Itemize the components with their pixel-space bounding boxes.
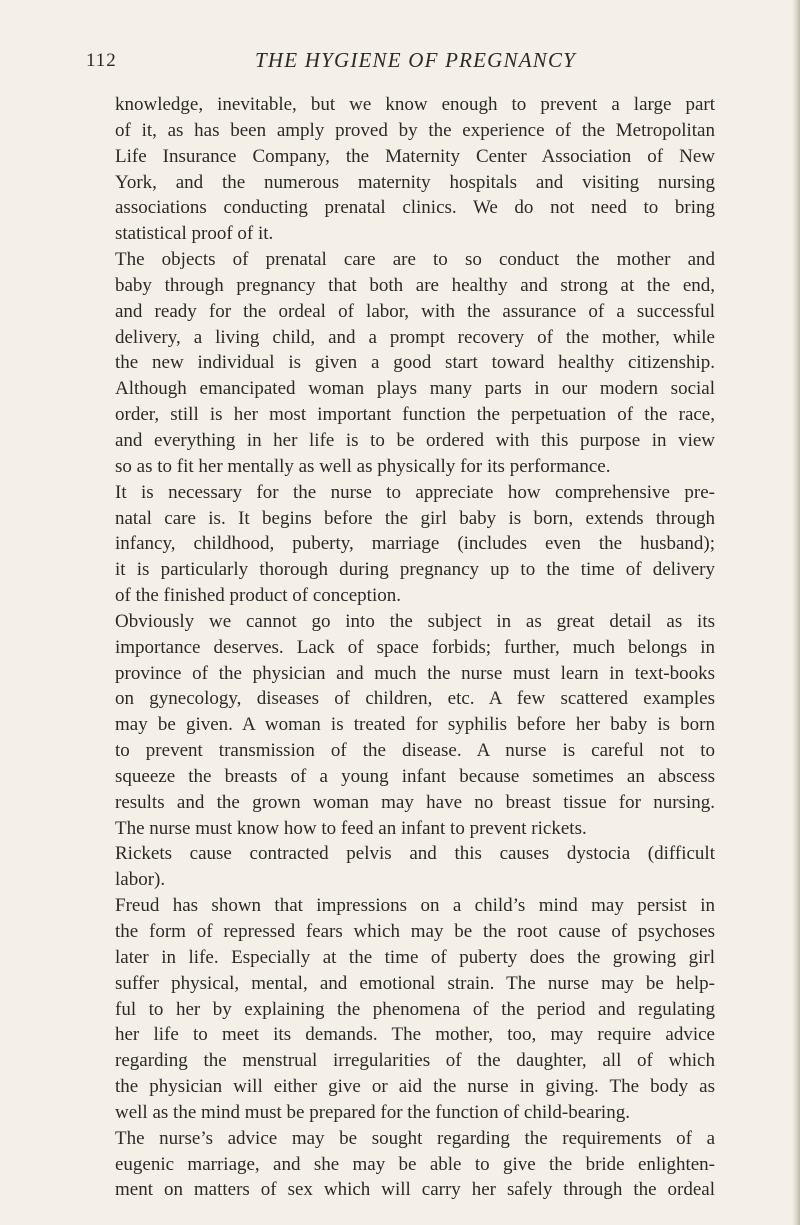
text-line: well as the mind must be prepared for the function of child-bearing. bbox=[115, 1101, 630, 1123]
text-line: Freud has shown that impressions on a child’s mind may persist in bbox=[115, 895, 715, 917]
text-line: The objects of prenatal care are to so conduct the mother and bbox=[115, 249, 715, 271]
text-line: delivery, a living child, and a prompt recovery of the mother, while bbox=[115, 326, 715, 348]
text-line: to prevent transmission of the disease. A nurse is careful not to bbox=[115, 740, 715, 762]
text-line: later in life. Especially at the time of puberty does the growing girl bbox=[115, 946, 715, 968]
body-text bbox=[115, 92, 715, 1203]
text-line: of it, as has been amply proved by the experience of the Metropolitan bbox=[115, 119, 715, 141]
running-head: THE HYGIENE OF PREGNANCY bbox=[255, 48, 577, 72]
text-line: on gynecology, diseases of children, etc. A few scattered examples bbox=[115, 688, 715, 710]
text-line: natal care is. It begins before the girl baby is born, extends through bbox=[115, 507, 715, 529]
text-line: Life Insurance Company, the Maternity Center Association of New bbox=[115, 145, 715, 167]
text-line: ful to her by explaining the phenomena of the period and regulating bbox=[115, 998, 715, 1020]
text-line: The nurse must know how to feed an infant to prevent rickets. bbox=[115, 817, 587, 839]
paragraph bbox=[115, 893, 715, 1126]
text-line: It is necessary for the nurse to appreciate how comprehensive pre- bbox=[115, 481, 715, 503]
paragraph bbox=[115, 609, 715, 893]
text-line: it is particularly thorough during pregnancy up to the time of delivery bbox=[115, 559, 715, 581]
text-line: squeeze the breasts of a young infant because sometimes an abscess bbox=[115, 765, 715, 787]
paragraph bbox=[115, 247, 715, 480]
text-line: infancy, childhood, puberty, marriage (includes even the husband); bbox=[115, 533, 715, 555]
text-line: Rickets cause contracted pelvis and this causes dystocia (difficult bbox=[115, 843, 715, 865]
text-line: results and the grown woman may have no breast tissue for nursing. bbox=[115, 791, 715, 813]
text-line: The nurse’s advice may be sought regarding the requirements of a bbox=[115, 1127, 715, 1149]
text-line: of the finished product of conception. bbox=[115, 585, 401, 607]
text-line: so as to fit her mentally as well as physically for its performance. bbox=[115, 455, 611, 477]
text-line: Obviously we cannot go into the subject in as great detail as its bbox=[115, 610, 715, 632]
text-line: suffer physical, mental, and emotional strain. The nurse may be help- bbox=[115, 972, 715, 994]
text-line: province of the physician and much the nurse must learn in text-books bbox=[115, 662, 715, 684]
text-line: associations conducting prenatal clinics. We do not need to bring bbox=[115, 197, 715, 219]
text-line: statistical proof of it. bbox=[115, 223, 274, 245]
text-line: Although emancipated woman plays many parts in our modern social bbox=[115, 378, 715, 400]
text-line: regarding the menstrual irregularities of the daughter, all of which bbox=[115, 1050, 715, 1072]
text-line: the form of repressed fears which may be the root cause of psychoses bbox=[115, 921, 715, 942]
text-line: York, and the numerous maternity hospitals and visiting nursing bbox=[115, 171, 715, 193]
text-line: ment on matters of sex which will carry her safely through the ordeal bbox=[115, 1179, 715, 1201]
text-line: the new individual is given a good start toward healthy citizenship. bbox=[115, 352, 715, 374]
text-line: labor). bbox=[115, 869, 166, 891]
text-line: eugenic marriage, and she may be able to give the bride enlighten- bbox=[115, 1153, 715, 1175]
text-line: may be given. A woman is treated for syphilis before her baby is born bbox=[115, 714, 715, 736]
paragraph bbox=[115, 1126, 715, 1204]
paragraph bbox=[115, 480, 715, 609]
text-line: order, still is her most important function the perpetuation of the race, bbox=[115, 404, 715, 426]
page-number: 112 bbox=[86, 50, 117, 71]
text-line: her life to meet its demands. The mother, too, may require advice bbox=[115, 1024, 715, 1046]
text-line: and ready for the ordeal of labor, with the assurance of a successful bbox=[115, 300, 715, 322]
text-line: the physician will either give or aid the nurse in giving. The body as bbox=[115, 1076, 715, 1098]
text-line: knowledge, inevitable, but we know enough to prevent a large part bbox=[115, 94, 715, 115]
text-line: importance deserves. Lack of space forbids; further, much belongs in bbox=[115, 636, 715, 658]
page-edge-shadow bbox=[792, 0, 800, 1225]
text-line: and everything in her life is to be ordered with this purpose in view bbox=[115, 429, 715, 451]
paragraph bbox=[115, 92, 715, 247]
text-line: baby through pregnancy that both are healthy and strong at the end, bbox=[115, 274, 715, 296]
